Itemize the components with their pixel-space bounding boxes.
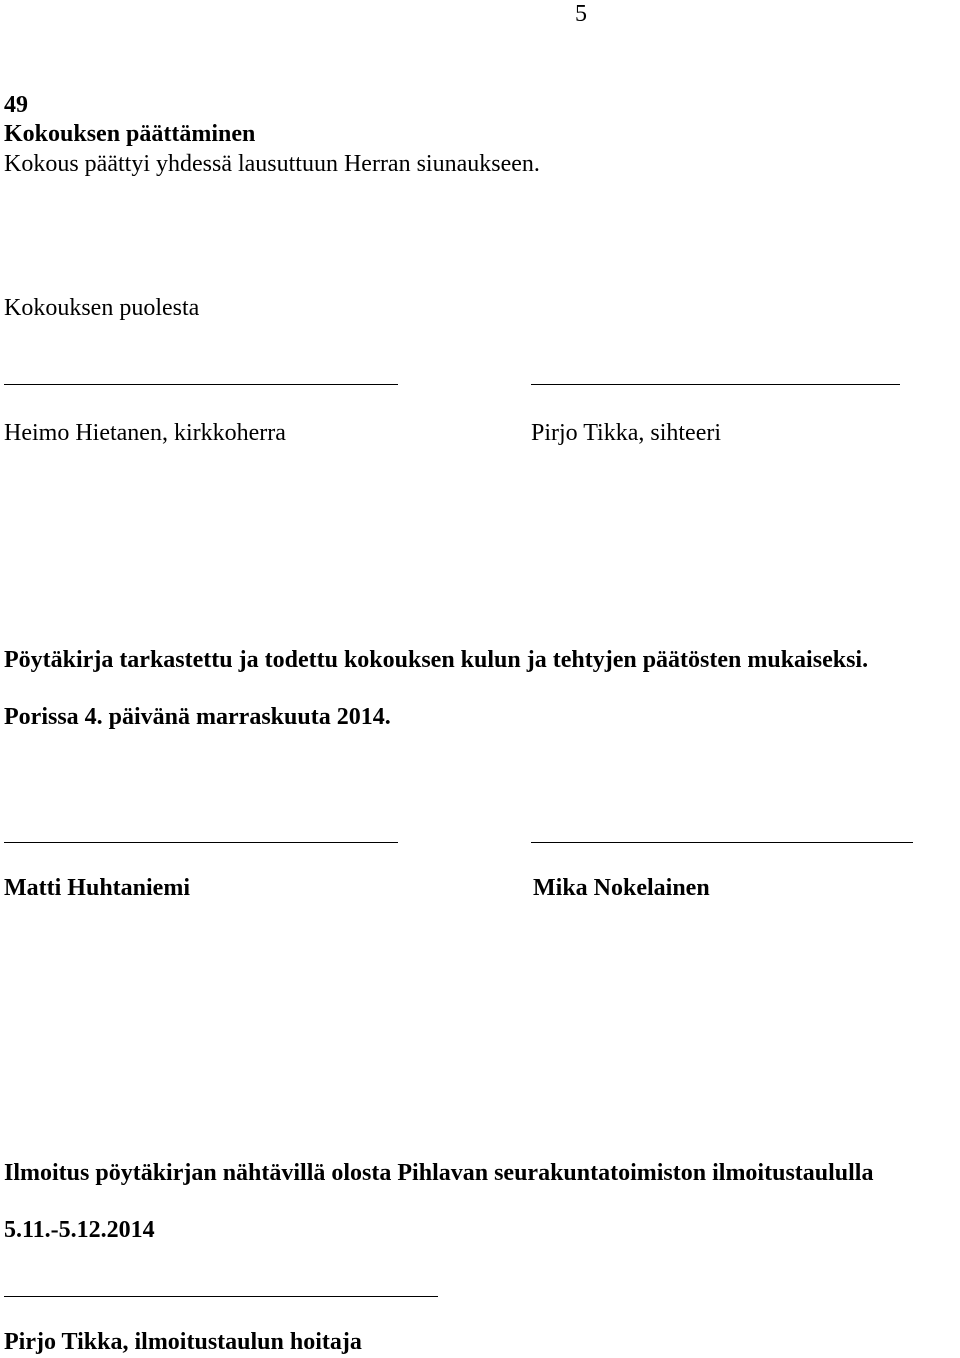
notice-text: Ilmoitus pöytäkirjan nähtävillä olosta Pihlavan seurakuntatoimiston ilmoitustaululla [4, 1160, 874, 1186]
verification-statement: Pöytäkirja tarkastettu ja todettu kokouksen kulun ja tehtyjen päätösten mukaiseksi. [4, 647, 869, 673]
signature-line-right [531, 384, 900, 385]
notice-signatory: Pirjo Tikka, ilmoitustaulun hoitaja [4, 1329, 362, 1355]
verifier-left: Matti Huhtaniemi [4, 875, 190, 901]
signatory-right: Pirjo Tikka, sihteeri [531, 420, 722, 446]
section-number: 49 [4, 92, 28, 118]
page-number: 5 [575, 1, 587, 27]
signature-line-left [4, 384, 398, 385]
verifier-right: Mika Nokelainen [533, 875, 710, 901]
section-text: Kokous päättyi yhdessä lausuttuun Herran siunaukseen. [4, 151, 540, 177]
section-heading: Kokouksen päättäminen [4, 121, 256, 147]
notice-signature-line [4, 1296, 438, 1297]
signatory-left: Heimo Hietanen, kirkkoherra [4, 420, 286, 446]
notice-dates: 5.11.-5.12.2014 [4, 1217, 155, 1243]
verifier-line-left [4, 842, 398, 843]
verification-place-date: Porissa 4. päivänä marraskuuta 2014. [4, 704, 391, 730]
verifier-line-right [531, 842, 913, 843]
signing-label: Kokouksen puolesta [4, 295, 200, 321]
